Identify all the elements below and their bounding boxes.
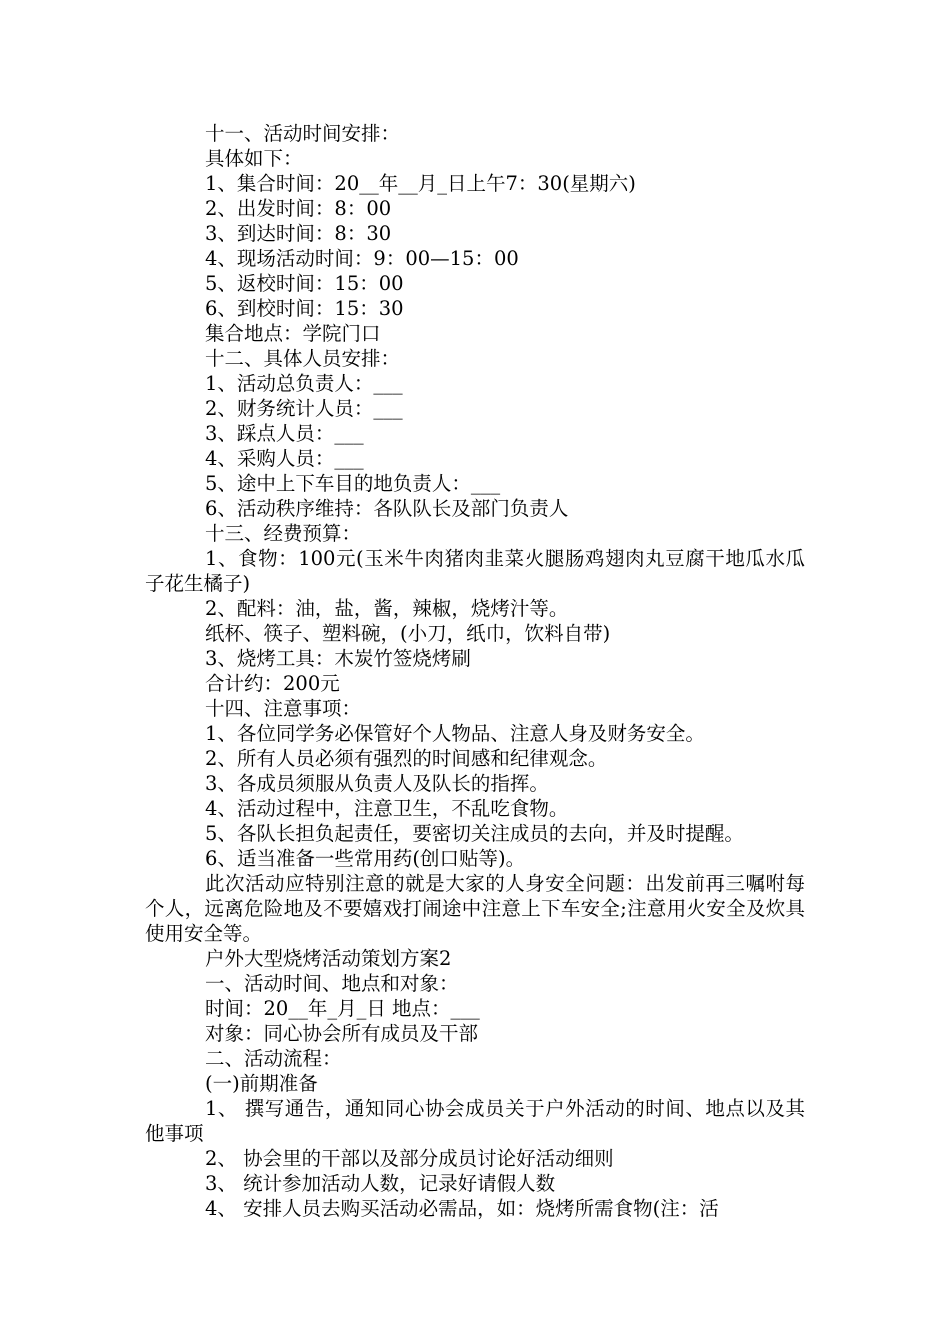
list-item: 4、采购人员：___ (205, 447, 364, 470)
paragraph-line: 纸杯、筷子、塑料碗，(小刀，纸巾，饮料自带) (205, 622, 611, 645)
subsection-heading: (一)前期准备 (205, 1072, 318, 1095)
section-heading: 十三、经费预算： (205, 522, 362, 545)
section-heading: 二、活动流程： (205, 1047, 342, 1070)
list-item: 6、适当准备一些常用药(创口贴等)。 (205, 847, 526, 870)
list-item: 4、活动过程中，注意卫生，不乱吃食物。 (205, 797, 569, 820)
section-heading: 一、活动时间、地点和对象： (205, 972, 459, 995)
document-body (145, 121, 805, 1221)
paragraph-line: 此次活动应特别注意的就是大家的人身安全问题：出发前再三嘱咐每个人，远离危险地及不要嬉戏打闹途中注意上下车安全;注意用火安全及炊具使用安全等。 (145, 872, 805, 945)
paragraph-line: 具体如下： (205, 147, 303, 170)
list-item: 3、到达时间：8：30 (205, 222, 392, 245)
list-item: 5、各队长担负起责任，要密切关注成员的去向，并及时提醒。 (205, 822, 744, 845)
list-item: 5、途中上下车目的地负责人：___ (205, 472, 501, 495)
list-item: 2、 协会里的干部以及部分成员讨论好活动细则 (205, 1147, 614, 1170)
section-heading: 十二、具体人员安排： (205, 347, 401, 370)
list-item: 1、食物：100元(玉米牛肉猪肉韭菜火腿肠鸡翅肉丸豆腐干地瓜水瓜子花生橘子) (145, 547, 805, 595)
list-item: 3、烧烤工具：木炭竹签烧烤刷 (205, 647, 471, 670)
list-item: 1、 撰写通告，通知同心协会成员关于户外活动的时间、地点以及其他事项 (145, 1097, 805, 1145)
list-item: 5、返校时间：15：00 (205, 272, 404, 295)
paragraph-line: 时间：20__年_月_日 地点：___ (205, 997, 480, 1020)
paragraph-line: 合计约：200元 (205, 672, 340, 695)
document-title: 户外大型烧烤活动策划方案2 (205, 947, 452, 970)
section-heading: 十四、注意事项： (205, 697, 362, 720)
list-item: 1、各位同学务必保管好个人物品、注意人身及财务安全。 (205, 722, 705, 745)
list-item: 3、各成员须服从负责人及队长的指挥。 (205, 772, 549, 795)
list-item: 4、 安排人员去购买活动必需品，如：烧烤所需食物(注：活 (205, 1197, 719, 1220)
list-item: 1、活动总负责人：___ (205, 372, 403, 395)
list-item: 1、集合时间：20__年__月_日上午7：30(星期六) (205, 172, 636, 195)
list-item: 6、活动秩序维持：各队队长及部门负责人 (205, 497, 569, 520)
list-item: 3、踩点人员：___ (205, 422, 364, 445)
list-item: 2、出发时间：8：00 (205, 197, 392, 220)
list-item: 6、到校时间：15：30 (205, 297, 404, 320)
section-heading: 十一、活动时间安排： (205, 122, 401, 145)
list-item: 2、财务统计人员：___ (205, 397, 403, 420)
list-item: 4、现场活动时间：9：00—15：00 (205, 247, 519, 270)
list-item: 3、 统计参加活动人数，记录好请假人数 (205, 1172, 556, 1195)
paragraph-line: 集合地点：学院门口 (205, 322, 381, 345)
paragraph-line: 对象：同心协会所有成员及干部 (205, 1022, 479, 1045)
list-item: 2、配料：油，盐，酱，辣椒，烧烤汁等。 (205, 597, 569, 620)
list-item: 2、所有人员必须有强烈的时间感和纪律观念。 (205, 747, 608, 770)
